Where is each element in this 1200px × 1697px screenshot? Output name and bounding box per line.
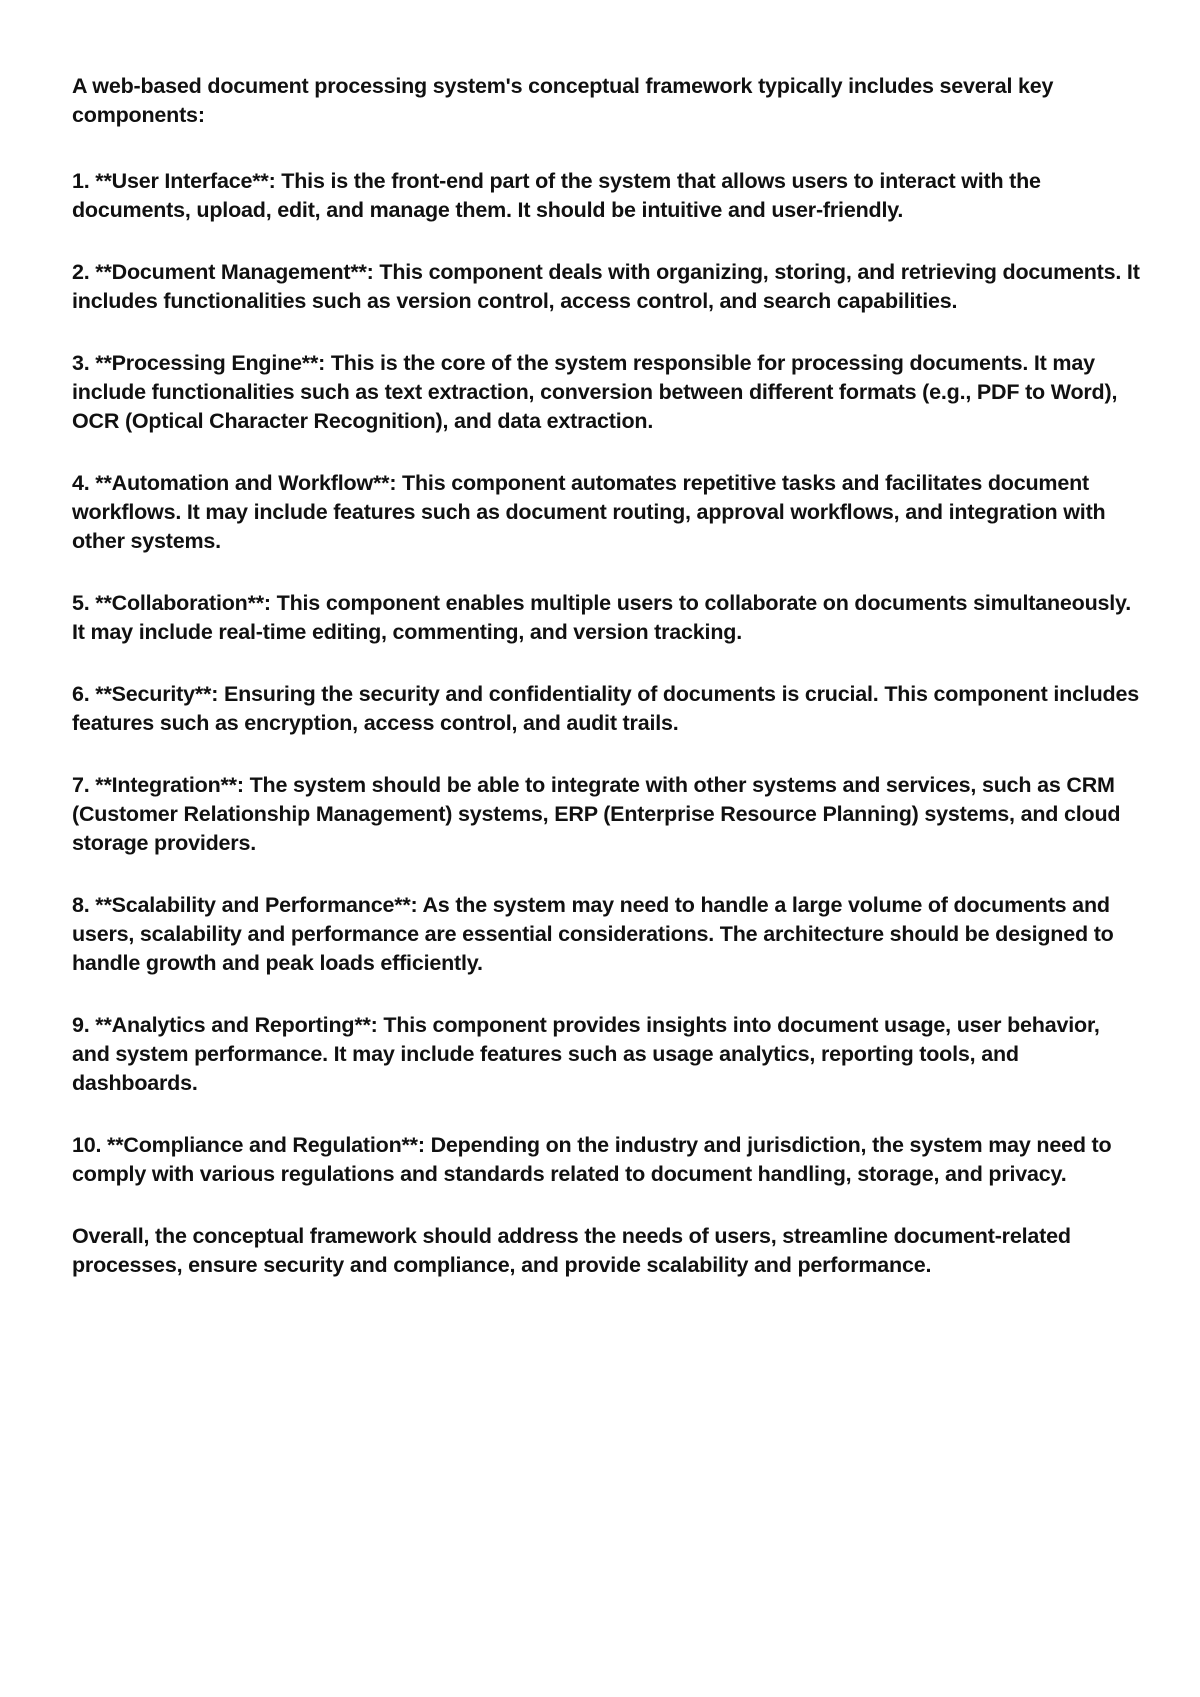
list-item-integration: 7. **Integration**: The system should be able to integrate with other systems and services, such as CRM (Customer Relationship Management) systems, ERP (Enterprise Resource Planning) systems, and cloud storage providers. <box>72 773 1121 855</box>
list-item-compliance-regulation: 10. **Compliance and Regulation**: Depending on the industry and jurisdiction, the system may need to comply with various regulations and standards related to document handling, storage, and privacy. <box>72 1133 1112 1186</box>
list-item-automation-workflow: 4. **Automation and Workflow**: This component automates repetitive tasks and facilitates document workflows. It may include features such as document routing, approval workflows, and integration with other systems. <box>72 471 1106 553</box>
intro-paragraph: A web-based document processing system's conceptual framework typically includes several key components: <box>72 74 1054 127</box>
list-item-security: 6. **Security**: Ensuring the security and confidentiality of documents is crucial. This component includes features such as encryption, access control, and audit trails. <box>72 682 1139 735</box>
conclusion-paragraph: Overall, the conceptual framework should address the needs of users, streamline document-related processes, ensure security and compliance, and provide scalability and performance. <box>72 1224 1071 1277</box>
list-item-user-interface: 1. **User Interface**: This is the front-end part of the system that allows users to interact with the documents, upload, edit, and manage them. It should be intuitive and user-friendly. <box>72 169 1041 222</box>
list-item-analytics-reporting: 9. **Analytics and Reporting**: This component provides insights into document usage, user behavior, and system performance. It may include features such as usage analytics, reporting tools, and dashboards. <box>72 1013 1100 1095</box>
list-item-processing-engine: 3. **Processing Engine**: This is the core of the system responsible for processing documents. It may include functionalities such as text extraction, conversion between different formats (e.g., PDF to Word), OCR (Optical Character Recognition), and data extraction. <box>72 351 1118 433</box>
document-body <box>72 72 1142 1313</box>
list-item-scalability-performance: 8. **Scalability and Performance**: As the system may need to handle a large volume of documents and users, scalability and performance are essential considerations. The architecture should be designed to handle growth and peak loads efficiently. <box>72 893 1114 975</box>
list-item-document-management: 2. **Document Management**: This component deals with organizing, storing, and retrieving documents. It includes functionalities such as version control, access control, and search capabilities. <box>72 260 1140 313</box>
list-item-collaboration: 5. **Collaboration**: This component enables multiple users to collaborate on documents simultaneously. It may include real-time editing, commenting, and version tracking. <box>72 591 1131 644</box>
